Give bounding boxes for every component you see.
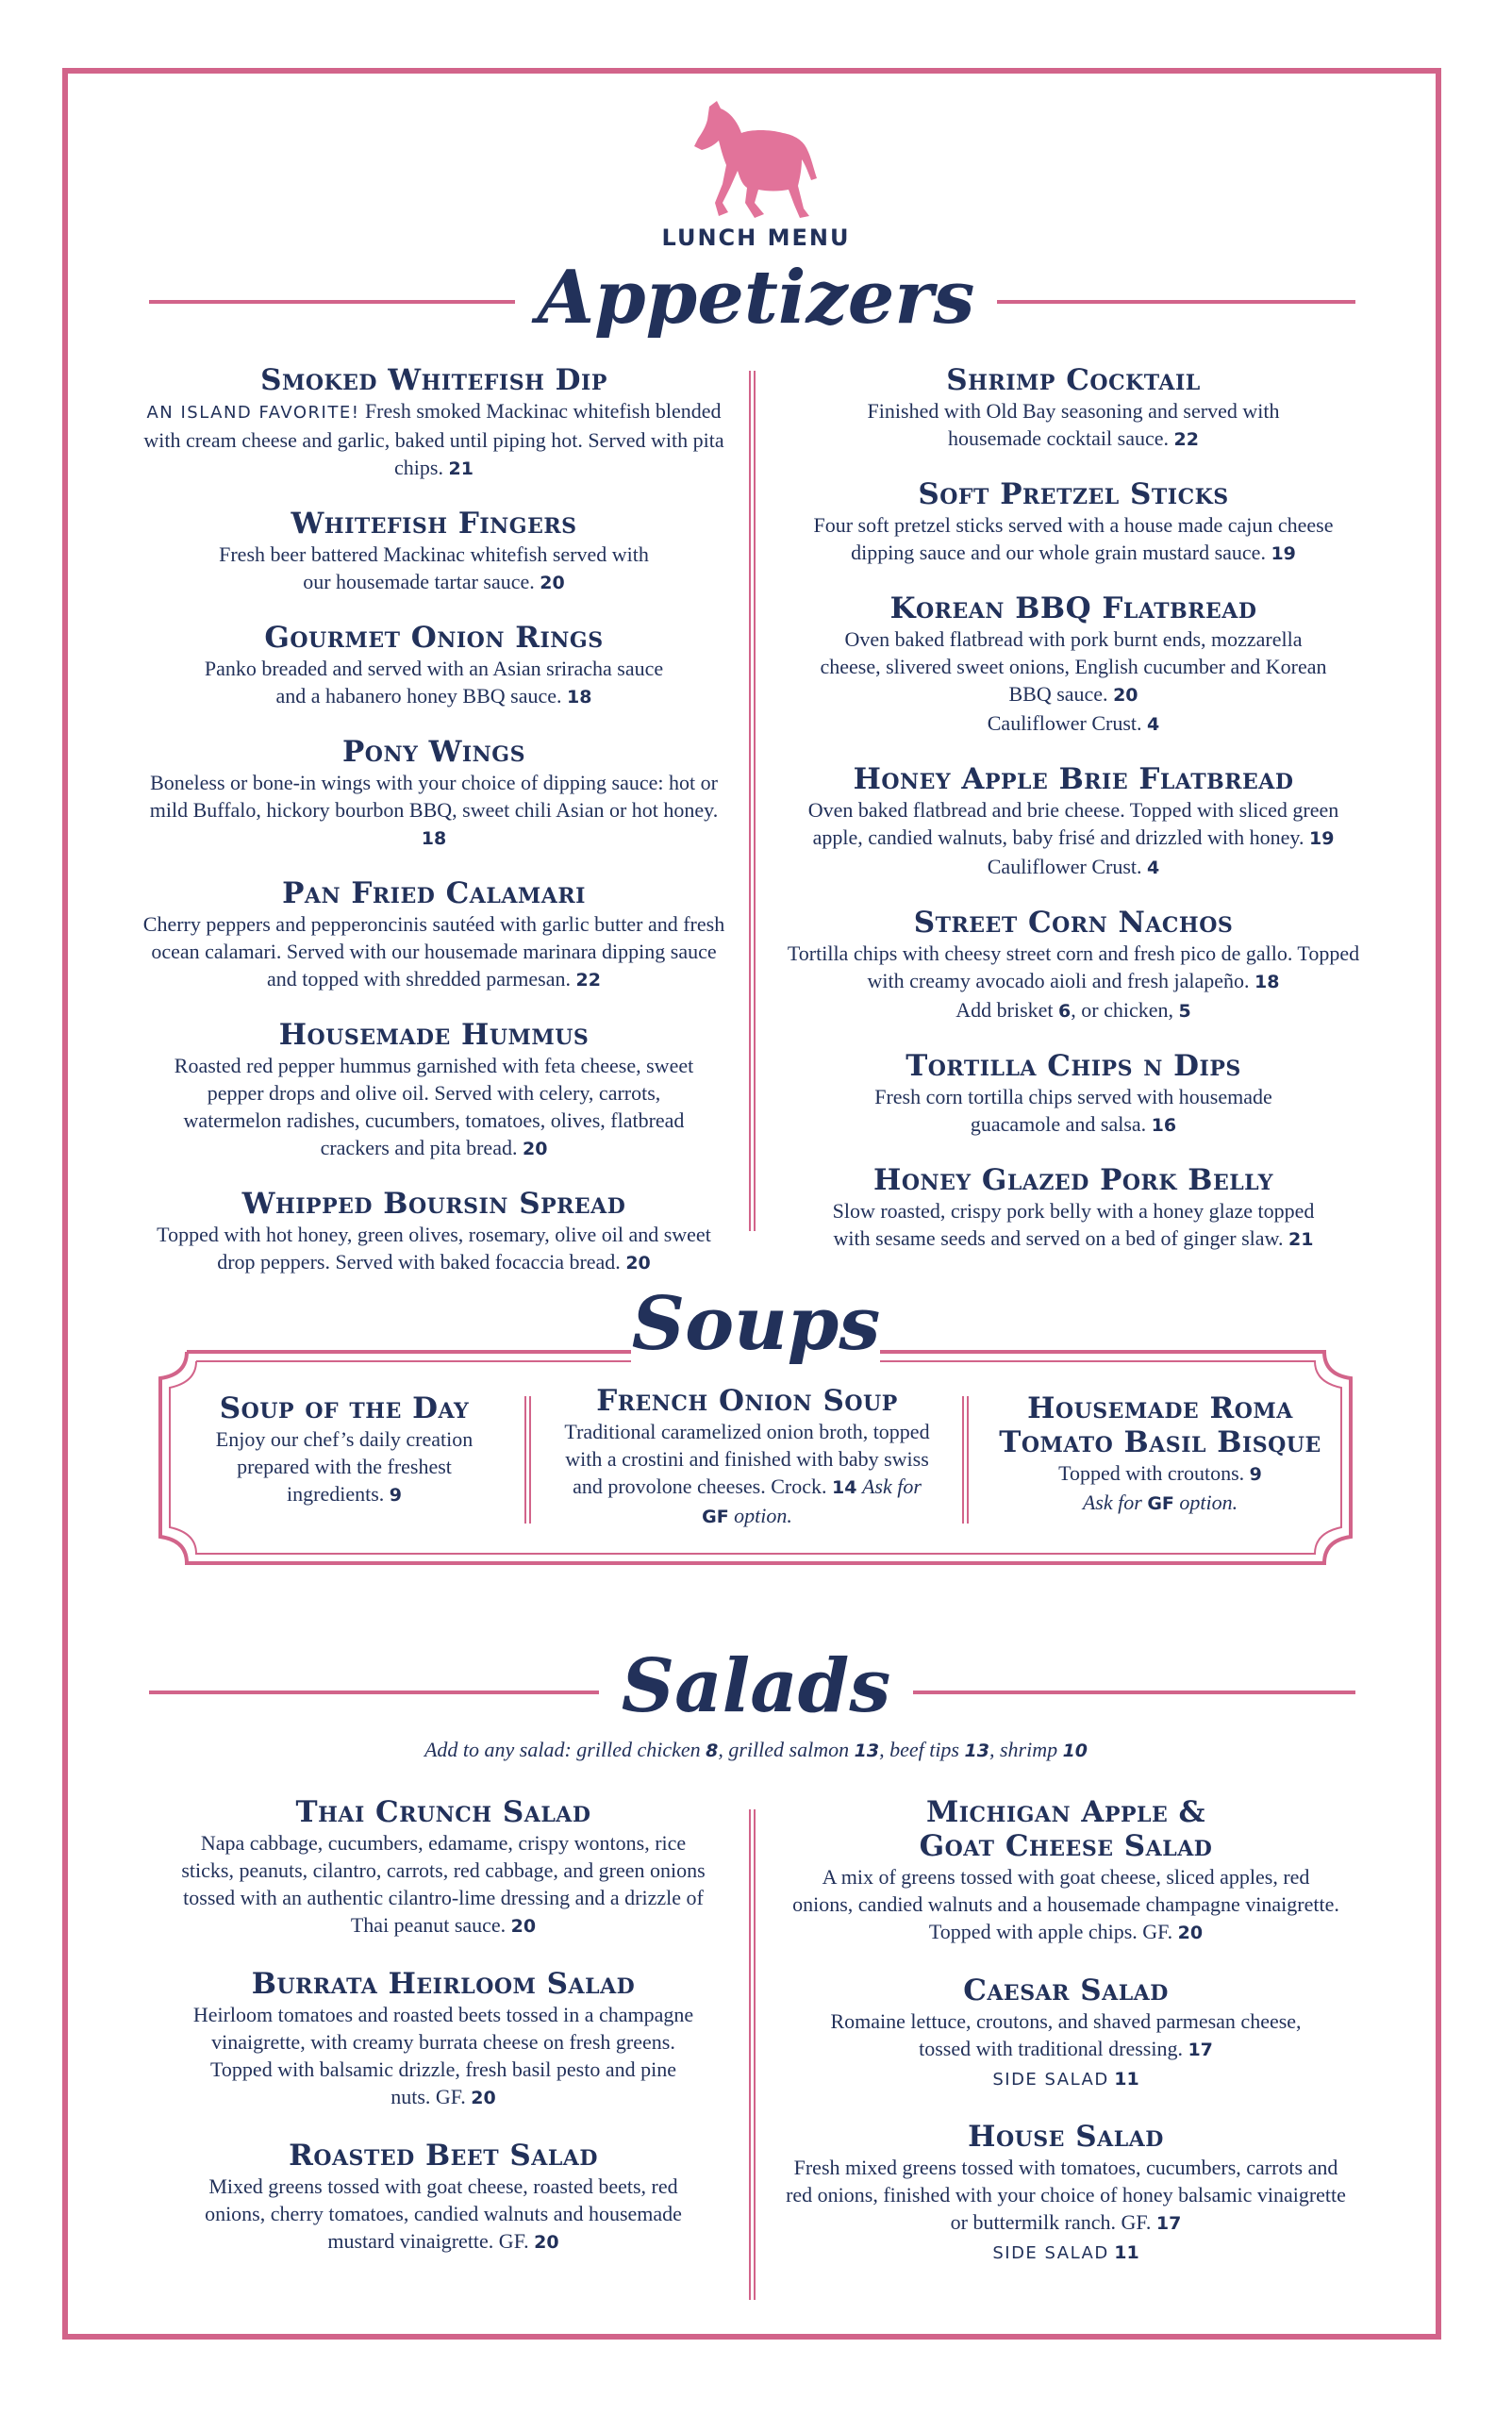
item-name: Soft Pretzel Sticks	[918, 477, 1229, 511]
item-description: Fresh beer battered Mackinac whitefish served with our housemade tartar sauce. 20	[219, 542, 649, 593]
item-price: 20	[625, 1253, 651, 1274]
item-name: Honey Apple Brie Flatbread	[853, 762, 1294, 796]
horse-logo-icon	[689, 99, 821, 222]
item-name: Whipped Boursin Spread	[241, 1187, 626, 1221]
item-price: 20	[1113, 685, 1138, 706]
item-name: Smoked Whitefish Dip	[260, 363, 607, 397]
soup-item	[189, 1391, 500, 1509]
menu-item	[160, 1795, 726, 1940]
item-description: Fresh mixed greens tossed with tomatoes, cucumbers, carrots and red onions, finished with your choice of honey balsamic vinaigrette or buttermilk ranch. GF. 17 SIDE SALAD 11	[786, 2156, 1346, 2263]
item-price: 21	[448, 458, 474, 479]
item-name: Pony Wings	[342, 735, 525, 769]
item-price: 20	[510, 1916, 537, 1937]
item-name: Whitefish Fingers	[291, 507, 577, 541]
item-description: Fresh corn tortilla chips served with housemade guacamole and salsa. 16	[874, 1085, 1272, 1136]
item-name: Burrata Heirloom Salad	[251, 1967, 636, 2001]
item-price: 20	[1177, 1923, 1204, 1943]
item-lead: AN ISLAND FAVORITE!	[146, 403, 360, 423]
item-price: 20	[534, 2232, 559, 2253]
item-price: 22	[575, 970, 601, 991]
menu-item	[781, 477, 1366, 568]
item-price: 9	[389, 1485, 402, 1506]
menu-item	[160, 1967, 726, 2112]
item-name: Shrimp Cocktail	[946, 363, 1201, 397]
soup-item	[990, 1391, 1330, 1518]
item-description: Finished with Old Bay seasoning and served with housemade cocktail sauce. 22	[867, 399, 1280, 450]
menu-item	[783, 2120, 1349, 2267]
item-name: Soup of the Day	[219, 1391, 470, 1425]
item-name: Street Corn Nachos	[913, 906, 1234, 940]
salads-heading: Salads	[0, 1643, 1512, 1729]
soup-item	[558, 1384, 936, 1531]
item-description: Roasted red pepper hummus garnished with feta cheese, sweet pepper drops and olive oil. Served with celery, carrots, watermelon radishes, cucumbers, tomatoes, olives, flatbread crackers and pita bread. 20	[174, 1054, 694, 1159]
appetizers-heading: Appetizers	[0, 255, 1512, 341]
item-price: 18	[1254, 972, 1280, 992]
item-description: Four soft pretzel sticks served with a house made cajun cheese dipping sauce and our whole grain mustard sauce. 19	[813, 513, 1334, 564]
item-description: Oven baked flatbread with pork burnt ends, mozzarella cheese, slivered sweet onions, English cucumber and Korean BBQ sauce. 20 Cauliflower Crust. 4	[820, 627, 1327, 735]
salads-left-column	[160, 1795, 726, 2280]
item-description: Boneless or bone-in wings with your choice of dipping sauce: hot or mild Buffalo, hickory bourbon BBQ, sweet chili Asian or hot honey. 18	[149, 771, 719, 849]
menu-subtitle: LUNCH MENU	[661, 225, 851, 251]
item-name: Roasted Beet Salad	[289, 2139, 598, 2173]
item-price: 18	[567, 687, 592, 708]
item-name: Korean BBQ Flatbread	[889, 591, 1257, 625]
soups-divider-2	[962, 1396, 969, 1524]
item-name: Housemade Hummus	[278, 1018, 590, 1052]
item-description: Slow roasted, crispy pork belly with a honey glaze topped with sesame seeds and served on a bed of ginger slaw. 21	[832, 1199, 1315, 1250]
salad-add-ons: Add to any salad: grilled chicken 8, grilled salmon 13, beef tips 13, shrimp 10	[424, 1738, 1088, 1761]
soups-heading: Soups	[631, 1281, 881, 1367]
item-price: 18	[421, 828, 447, 849]
item-price: 20	[471, 2088, 496, 2108]
item-price: 22	[1173, 429, 1199, 450]
item-name: Michigan Apple & Goat Cheese Salad	[919, 1795, 1213, 1863]
item-description: Mixed greens tossed with goat cheese, roasted beets, red onions, cherry tomatoes, candied walnuts and housemade mustard vinaigrette. GF. 20	[205, 2174, 682, 2253]
menu-item	[781, 1163, 1366, 1254]
appetizers-right-column	[781, 363, 1366, 1277]
item-name: Tortilla Chips n Dips	[906, 1049, 1241, 1083]
item-description: Topped with hot honey, green olives, rosemary, olive oil and sweet drop peppers. Served with baked focaccia bread. 20	[157, 1223, 711, 1274]
item-description: A mix of greens tossed with goat cheese, sliced apples, red onions, candied walnuts and a housemade champagne vinaigrette. Topped with apple chips. GF. 20	[792, 1865, 1339, 1943]
menu-item	[783, 1974, 1349, 2093]
item-name: French Onion Soup	[596, 1384, 898, 1418]
item-name: Gourmet Onion Rings	[264, 621, 604, 655]
menu-item	[141, 621, 726, 711]
item-description: Tortilla chips with cheesy street corn and fresh pico de gallo. Topped with creamy avocado aioli and fresh jalapeño. 18 Add brisket 6, or chicken, 5	[787, 941, 1360, 1022]
item-price: 20	[540, 573, 565, 593]
item-price: 9	[1249, 1464, 1262, 1485]
item-price: 14	[832, 1477, 857, 1498]
item-name: Pan Fried Calamari	[282, 876, 586, 910]
item-name: Honey Glazed Pork Belly	[873, 1163, 1273, 1197]
salads-column-divider	[749, 1809, 756, 2300]
item-description: Topped with croutons. 9 Ask for GF option.	[1058, 1461, 1262, 1514]
menu-item	[781, 591, 1366, 739]
item-description: AN ISLAND FAVORITE! Fresh smoked Mackinac whitefish blended with cream cheese and garlic, baked until piping hot. Served with pita chips. 21	[143, 399, 724, 479]
item-name: Caesar Salad	[963, 1974, 1169, 2007]
item-description: Enjoy our chef’s daily creation prepared with the freshest ingredients. 9	[215, 1427, 474, 1506]
menu-item	[141, 735, 726, 853]
item-price: 17	[1155, 2213, 1182, 2234]
appetizers-left-column	[141, 363, 726, 1301]
menu-item	[781, 363, 1366, 454]
menu-item	[783, 1795, 1349, 1947]
item-price: 16	[1151, 1115, 1177, 1136]
menu-item	[141, 363, 726, 483]
item-price: 21	[1288, 1229, 1314, 1250]
item-name: House Salad	[968, 2120, 1164, 2154]
soups-divider-1	[524, 1396, 531, 1524]
menu-item	[160, 2139, 726, 2257]
item-description: Cherry peppers and pepperoncinis sautéed with garlic butter and fresh ocean calamari. Served with our housemade marinara dipping sauce and topped with shredded parmesan. 22	[142, 912, 725, 991]
salads-right-column	[783, 1795, 1349, 2290]
menu-item	[141, 507, 726, 597]
menu-item	[781, 1049, 1366, 1140]
item-description: Heirloom tomatoes and roasted beets tossed in a champagne vinaigrette, with creamy burrata cheese on fresh greens. Topped with balsamic drizzle, fresh basil pesto and pine nuts. GF. 20	[192, 2003, 694, 2108]
menu-item	[141, 1187, 726, 1277]
item-price: 19	[1271, 543, 1296, 564]
item-description: Oven baked flatbread and brie cheese. Topped with sliced green apple, candied walnuts, baby frisé and drizzled with honey. 19 Cauliflower Crust. 4	[807, 798, 1339, 878]
appetizers-column-divider	[749, 371, 756, 1231]
item-name: Housemade Roma Tomato Basil Bisque	[999, 1391, 1321, 1459]
item-description: Romaine lettuce, croutons, and shaved parmesan cheese, tossed with traditional dressing. 17 SIDE SALAD 11	[830, 2009, 1302, 2090]
item-price: 20	[522, 1139, 548, 1159]
item-description: Panko breaded and served with an Asian sriracha sauce and a habanero honey BBQ sauce. 18	[204, 657, 664, 708]
menu-item	[781, 906, 1366, 1025]
item-description: Traditional caramelized onion broth, topped with a crostini and finished with baby swiss and provolone cheeses. Crock. 14 Ask for GF option.	[564, 1420, 930, 1527]
menu-item	[141, 876, 726, 994]
menu-item	[781, 762, 1366, 882]
menu-item	[141, 1018, 726, 1163]
item-price: 17	[1188, 2040, 1213, 2060]
item-description: Napa cabbage, cucumbers, edamame, crispy wontons, rice sticks, peanuts, cilantro, carrots, red cabbage, and green onions tossed with an authentic cilantro-lime dressing and a drizzle of Thai peanut sauce. 20	[181, 1831, 706, 1937]
item-name: Thai Crunch Salad	[295, 1795, 591, 1829]
item-price: 19	[1308, 828, 1335, 849]
